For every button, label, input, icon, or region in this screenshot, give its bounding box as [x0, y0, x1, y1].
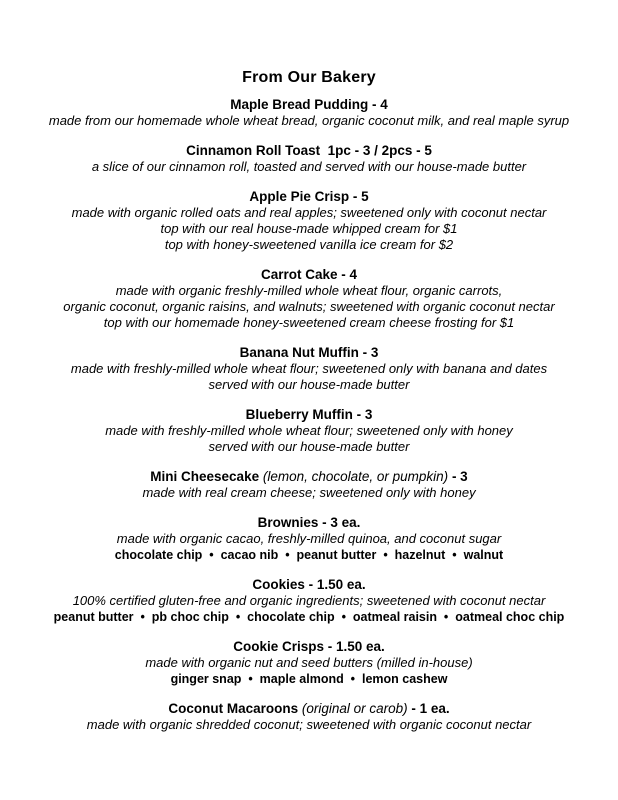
menu-item-description: made with freshly-milled whole wheat flour; sweetened only with banana and dates: [70, 361, 548, 376]
menu-item: [0, 469, 618, 501]
menu-item-heading: [0, 345, 618, 361]
menu-item-body: [0, 485, 618, 501]
menu-item: [0, 515, 618, 563]
menu-item: [0, 577, 618, 625]
menu-item-body: [0, 531, 618, 563]
menu-item-body: [0, 655, 618, 687]
menu-item-description: top with our homemade honey-sweetened cream cheese frosting for $1: [103, 315, 515, 330]
menu-item: [0, 701, 618, 733]
menu-item-flavors: ginger snap • maple almond • lemon cashew: [170, 672, 448, 686]
menu-item: [0, 407, 618, 455]
menu-item: [0, 97, 618, 129]
menu-item: [0, 267, 618, 331]
menu-item-description: served with our house-made butter: [208, 377, 410, 392]
menu-item-name: Cookie Crisps - 1.50 ea.: [233, 639, 385, 654]
menu-item-description: made with real cream cheese; sweetened only with honey: [142, 485, 476, 500]
menu-item-description: top with honey-sweetened vanilla ice cream for $2: [164, 237, 454, 252]
menu-item: [0, 639, 618, 687]
menu-item-name: Maple Bread Pudding - 4: [230, 97, 388, 112]
menu-item-heading: [0, 515, 618, 531]
menu-item-body: [0, 361, 618, 393]
menu-item-flavors: chocolate chip • cacao nib • peanut butter • hazelnut • walnut: [114, 548, 504, 562]
menu-item: [0, 189, 618, 253]
menu-item-heading: [0, 267, 618, 283]
menu-item-description: made with organic rolled oats and real apples; sweetened only with coconut nectar: [71, 205, 547, 220]
menu-item-name: Apple Pie Crisp - 5: [249, 189, 369, 204]
menu-item-heading: [0, 407, 618, 423]
menu-item-heading: [0, 143, 618, 159]
menu-item-description: made from our homemade whole wheat bread, organic coconut milk, and real maple syrup: [48, 113, 570, 128]
menu-item-heading: [0, 469, 618, 485]
menu-item-description: made with organic cacao, freshly-milled quinoa, and coconut sugar: [116, 531, 502, 546]
menu-item-name: Brownies - 3 ea.: [257, 515, 361, 530]
menu-item-description: top with our real house-made whipped cream for $1: [160, 221, 458, 236]
menu-item-name: Carrot Cake - 4: [260, 267, 358, 282]
menu-item-body: [0, 283, 618, 331]
menu-item-variant: (original or carob): [298, 701, 408, 716]
menu-item-heading: [0, 97, 618, 113]
menu-item-name: Blueberry Muffin - 3: [245, 407, 373, 422]
menu-item-price: - 1 ea.: [407, 701, 450, 716]
menu-item: [0, 345, 618, 393]
menu-item-body: [0, 423, 618, 455]
menu-item-description: organic coconut, organic raisins, and walnuts; sweetened with organic coconut nectar: [63, 299, 555, 314]
menu-item-variant: (lemon, chocolate, or pumpkin): [259, 469, 449, 484]
menu-item-name: Cookies - 1.50 ea.: [252, 577, 366, 592]
menu-item-name: Coconut Macaroons: [168, 701, 299, 716]
menu-item-name: Mini Cheesecake: [150, 469, 260, 484]
menu-item-heading: [0, 639, 618, 655]
menu-item-description: a slice of our cinnamon roll, toasted and served with our house-made butter: [91, 159, 527, 174]
menu-item-body: [0, 205, 618, 253]
menu-item: [0, 143, 618, 175]
menu-item-heading: [0, 577, 618, 593]
menu-item-description: made with freshly-milled whole wheat flour; sweetened only with honey: [105, 423, 513, 438]
menu-item-heading: [0, 701, 618, 717]
menu-item-description: made with organic nut and seed butters (milled in-house): [145, 655, 473, 670]
menu-item-description: made with organic freshly-milled whole wheat flour, organic carrots,: [115, 283, 503, 298]
menu-item-flavors: peanut butter • pb choc chip • chocolate chip • oatmeal raisin • oatmeal choc chip: [53, 610, 565, 624]
menu-item-heading: [0, 189, 618, 205]
menu-item-body: [0, 159, 618, 175]
menu-item-description: made with organic shredded coconut; sweetened with organic coconut nectar: [86, 717, 532, 732]
menu-item-description: served with our house-made butter: [208, 439, 410, 454]
menu-item-name: Banana Nut Muffin - 3: [239, 345, 379, 360]
menu-item-price: - 3: [448, 469, 468, 484]
menu-items: [0, 97, 618, 733]
menu-item-description: 100% certified gluten-free and organic ingredients; sweetened with coconut nectar: [72, 593, 546, 608]
menu-item-name: Cinnamon Roll Toast 1pc - 3 / 2pcs - 5: [186, 143, 432, 158]
page-title: From Our Bakery: [242, 69, 376, 86]
menu-item-body: [0, 593, 618, 625]
menu-item-body: [0, 717, 618, 733]
menu-item-body: [0, 113, 618, 129]
